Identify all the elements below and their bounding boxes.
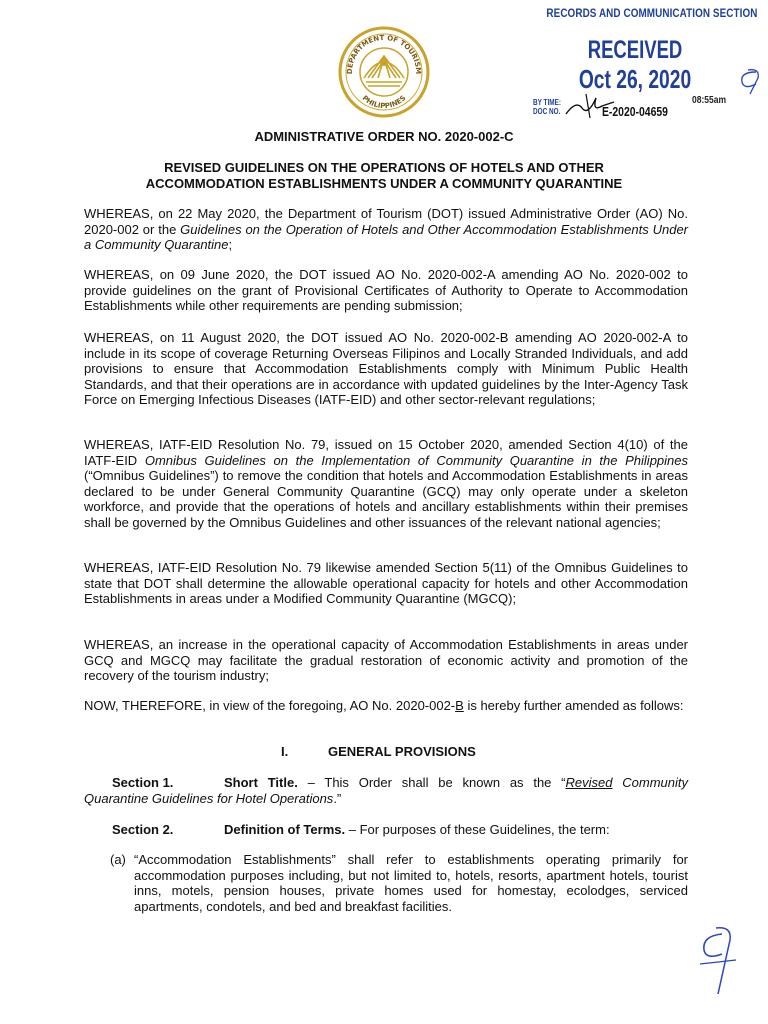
document-title-line-2: ACCOMMODATION ESTABLISHMENTS UNDER A COMMUNITY QUARANTINE [145, 176, 623, 191]
svg-text:PHILIPPINES: PHILIPPINES [360, 94, 408, 111]
whereas-paragraph-1: WHEREAS, on 22 May 2020, the Department of Tourism (DOT) issued Administrative Order (AO) No. 2020-002 or the Guidelines on the Operation of Hotels and Other Accommodation Establishments Under a Community Quarantine; [84, 206, 688, 253]
stamp-doc-number: E-2020-04659 [602, 104, 668, 119]
order-number: ADMINISTRATIVE ORDER NO. 2020-002-C [254, 129, 514, 144]
whereas-paragraph-5: WHEREAS, IATF-EID Resolution No. 79 likewise amended Section 5(11) of the Omnibus Guidelines to state that DOT shall determine the allowable operational capacity for hotels and other Accommodation Establishments in areas under a Modified Community Quarantine (MGCQ); [84, 560, 688, 607]
svg-text:DEPARTMENT OF TOURISM: DEPARTMENT OF TOURISM [345, 33, 423, 75]
document-title-line-1: REVISED GUIDELINES ON THE OPERATIONS OF HOTELS AND OTHER [164, 160, 604, 175]
whereas-paragraph-6: WHEREAS, an increase in the operational capacity of Accommodation Establishments in areas under GCQ and MGCQ may facilitate the gradual restoration of economic activity and promotion of the recovery of the tourism industry; [84, 637, 688, 684]
list-item [110, 852, 688, 914]
list-item-text: “Accommodation Establishments” shall refer to establishments operating primarily for accommodation purposes including, but not limited to, hotels, resorts, apartment hotels, tourist inns, motels, pension houses, private homes used for homestay, ecolodges, serviced apartments, condotels, and bed and breakfast facilities. [134, 852, 688, 914]
heading-number: I. [281, 744, 289, 759]
stamp-header: RECORDS AND COMMUNICATION SECTION [546, 8, 758, 20]
heading-text: GENERAL PROVISIONS [328, 744, 476, 759]
whereas-paragraph-4: WHEREAS, IATF-EID Resolution No. 79, issued on 15 October 2020, amended Section 4(10) of the IATF-EID Omnibus Guidelines on the Implementation of Community Quarantine in the Philippines (“Omnibus Guidelines”) to remove the condition that hotels and Accommodation Establishments in areas declared to be under General Community Quarantine (GCQ) may only operate under a skeleton workforce, and provide that the operations of hotels and ancillary establishments within their premises shall be governed by the Omnibus Guidelines and other issuances of the relevant national agencies; [84, 437, 689, 530]
now-therefore-paragraph: NOW, THEREFORE, in view of the foregoing, AO No. 2020-002-B is hereby further amended as follows: [84, 698, 684, 713]
whereas-paragraph-2: WHEREAS, on 09 June 2020, the DOT issued AO No. 2020-002-A amending AO No. 2020-002 to provide guidelines on the grant of Provisional Certificates of Authority to Operate to Accommodation Establishments while other requirements are pending submission; [84, 267, 688, 314]
received-stamp [532, 6, 758, 119]
list-item-marker: (a) [110, 852, 126, 867]
dot-seal-logo [338, 26, 430, 118]
section-2: Section 2. Definition of Terms. – For purposes of these Guidelines, the term: [112, 822, 610, 837]
stamp-signature-icon [562, 90, 622, 120]
section-2-label: Section 2. [112, 822, 174, 837]
whereas-paragraph-3: WHEREAS, on 11 August 2020, the DOT issued AO No. 2020-002-B amending AO 2020-002-A to include in its scope of coverage Returning Overseas Filipinos and Locally Stranded Individuals, and add provisions to ensure that Accommodation Establishments comply with Minimum Public Health Standards, and that their operations are in accordance with updated guidelines by the Inter-Agency Task Force on Emerging Infectious Diseases (IATF-EID) and other sector-relevant regulations; [84, 330, 688, 408]
stamp-by-time-label: BY TIME: [533, 98, 561, 107]
stamp-time: 08:55am [692, 95, 727, 106]
stamp-doc-no-label: DOC NO. [533, 107, 561, 116]
section-1-label: Section 1. [112, 775, 174, 790]
stamp-status: RECEIVED [587, 36, 683, 64]
stamp-date: Oct 26, 2020 [578, 64, 692, 94]
initial-mark-icon [734, 66, 764, 96]
section-1: Section 1. Short Title. – This Order shall be known as the “Revised Community Quarantine Guidelines for Hotel Operations.” [84, 775, 688, 806]
initial-signature-icon [692, 924, 742, 1000]
